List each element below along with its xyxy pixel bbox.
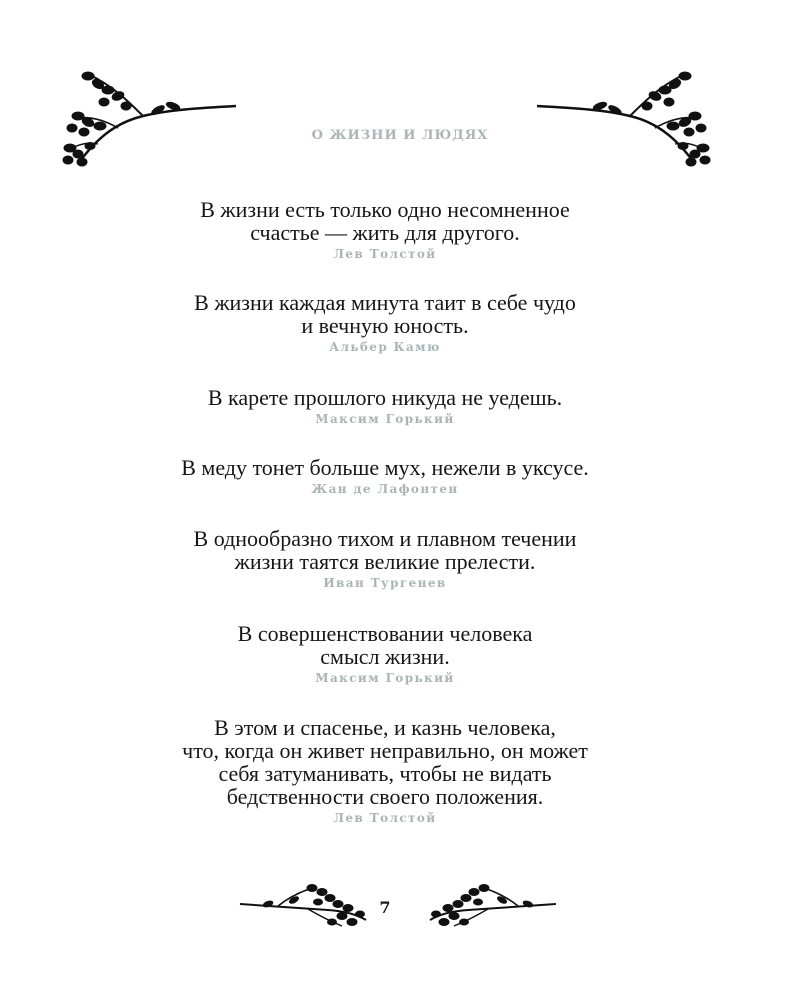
quote-item — [100, 386, 670, 427]
section-title: О ЖИЗНИ И ЛЮДЯХ — [311, 128, 489, 143]
quote-author: Максим Горький — [315, 671, 455, 685]
quote-line: В карете прошлого никуда не уедешь. — [207, 385, 563, 410]
page-number: 7 — [379, 898, 391, 917]
quote-line: счастье — жить для другого. — [250, 220, 520, 245]
quote-text — [100, 291, 670, 337]
quote-item — [100, 291, 670, 355]
quote-item — [100, 622, 670, 686]
quote-text — [100, 716, 670, 808]
quote-text — [100, 198, 670, 244]
quote-text — [100, 386, 670, 409]
floral-branch-icon — [58, 66, 238, 176]
quote-author: Жан де Лафонтен — [311, 482, 459, 496]
quote-line: бедственности своего положения. — [226, 784, 544, 809]
quote-line: В этом и спасенье, и казнь человека, — [214, 715, 556, 740]
quote-item — [100, 456, 670, 497]
quote-author: Иван Тургенев — [323, 576, 447, 590]
quote-line: В однообразно тихом и плавном течении — [193, 526, 577, 551]
quote-text — [100, 527, 670, 573]
quote-line: В совершенствовании человека — [237, 621, 533, 646]
quote-author: Лев Толстой — [333, 811, 437, 825]
quote-line: и вечную юность. — [301, 313, 469, 338]
quote-author: Максим Горький — [315, 412, 455, 426]
quote-text — [100, 456, 670, 479]
floral-branch-icon — [535, 66, 715, 176]
small-floral-branch-icon — [428, 880, 558, 930]
quote-line: себя затуманивать, чтобы не видать — [218, 761, 552, 786]
quote-line: В жизни каждая минута таит в себе чудо — [194, 290, 576, 315]
quote-author: Лев Толстой — [333, 247, 437, 261]
quote-line: что, когда он живет неправильно, он может — [182, 738, 588, 763]
quote-author: Альбер Камю — [329, 340, 441, 354]
quote-line: смысл жизни. — [320, 644, 450, 669]
quote-item — [100, 198, 670, 262]
quote-text — [100, 622, 670, 668]
quote-item — [100, 527, 670, 591]
quote-line: В жизни есть только одно несомненное — [200, 197, 570, 222]
quote-item — [100, 716, 670, 826]
quote-line: В меду тонет больше мух, нежели в уксусе. — [181, 455, 589, 480]
quote-line: жизни таятся великие прелести. — [234, 549, 536, 574]
